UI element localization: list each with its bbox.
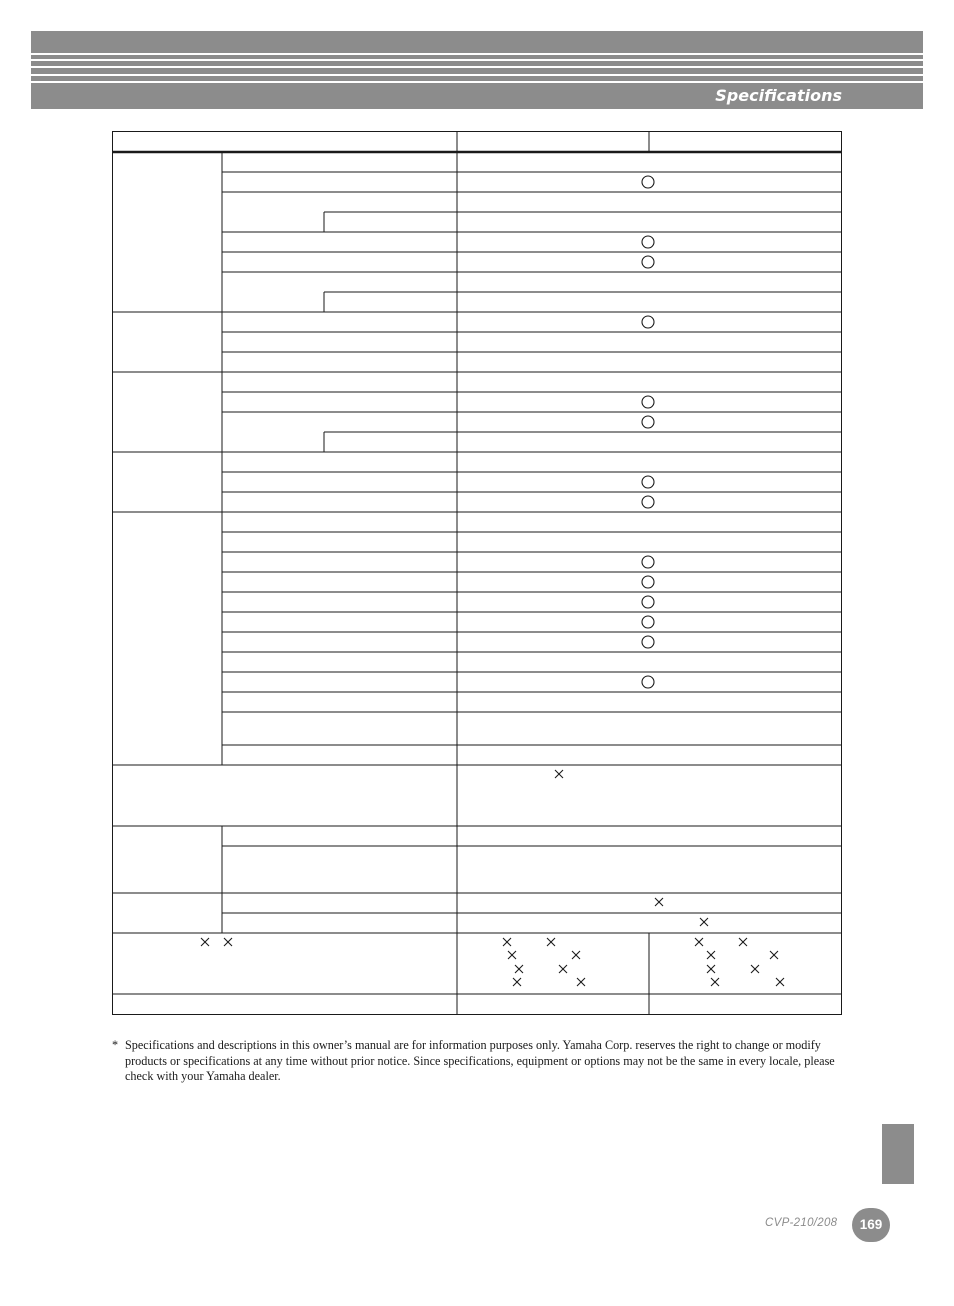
cross-mark-icon	[711, 978, 719, 986]
cross-mark-icon	[776, 978, 784, 986]
cross-mark-icon	[224, 938, 232, 946]
footnote-text: Specifications and descriptions in this owner’s manual are for information purposes only. Yamaha Corp. reserves the right to change or modify products or specifications at any time without prior notice. Since specifications, equipment or options may not be the same in every locale, please check with your Yamaha dealer.	[125, 1038, 835, 1084]
circle-mark-icon	[642, 256, 654, 268]
cross-mark-icon	[201, 938, 209, 946]
page-number-badge: 169	[852, 1208, 890, 1242]
cross-mark-icon	[700, 918, 708, 926]
cross-mark-icon	[555, 770, 563, 778]
cross-mark-icon	[513, 978, 521, 986]
header-stripe	[31, 53, 923, 55]
cross-mark-icon	[547, 938, 555, 946]
circle-mark-icon	[642, 476, 654, 488]
page-header-bar	[31, 31, 923, 109]
cross-mark-icon	[572, 951, 580, 959]
circle-mark-icon	[642, 316, 654, 328]
header-stripe	[31, 59, 923, 61]
circle-mark-icon	[642, 176, 654, 188]
circle-mark-icon	[642, 416, 654, 428]
model-name: CVP-210/208	[765, 1217, 838, 1229]
cross-mark-icon	[707, 965, 715, 973]
circle-mark-icon	[642, 496, 654, 508]
circle-mark-icon	[642, 676, 654, 688]
cross-mark-icon	[739, 938, 747, 946]
circle-mark-icon	[642, 236, 654, 248]
cross-mark-icon	[751, 965, 759, 973]
specifications-table-grid	[112, 131, 842, 1015]
circle-mark-icon	[642, 616, 654, 628]
section-title: Specifications	[715, 86, 842, 105]
header-stripe	[31, 74, 923, 76]
circle-mark-icon	[642, 576, 654, 588]
cross-mark-icon	[707, 951, 715, 959]
cross-mark-icon	[559, 965, 567, 973]
header-stripe	[31, 66, 923, 68]
circle-mark-icon	[642, 396, 654, 408]
section-side-tab	[882, 1124, 914, 1184]
cross-mark-icon	[655, 898, 663, 906]
circle-mark-icon	[642, 556, 654, 568]
cross-mark-icon	[577, 978, 585, 986]
footnote-asterisk: *	[112, 1038, 119, 1052]
cross-mark-icon	[508, 951, 516, 959]
header-stripe	[31, 81, 923, 83]
specifications-table	[112, 131, 842, 1015]
cross-mark-icon	[503, 938, 511, 946]
cross-mark-icon	[695, 938, 703, 946]
cross-marks	[201, 770, 784, 986]
cross-mark-icon	[770, 951, 778, 959]
circle-mark-icon	[642, 636, 654, 648]
cross-mark-icon	[515, 965, 523, 973]
footnote	[112, 1038, 842, 1085]
circle-mark-icon	[642, 596, 654, 608]
